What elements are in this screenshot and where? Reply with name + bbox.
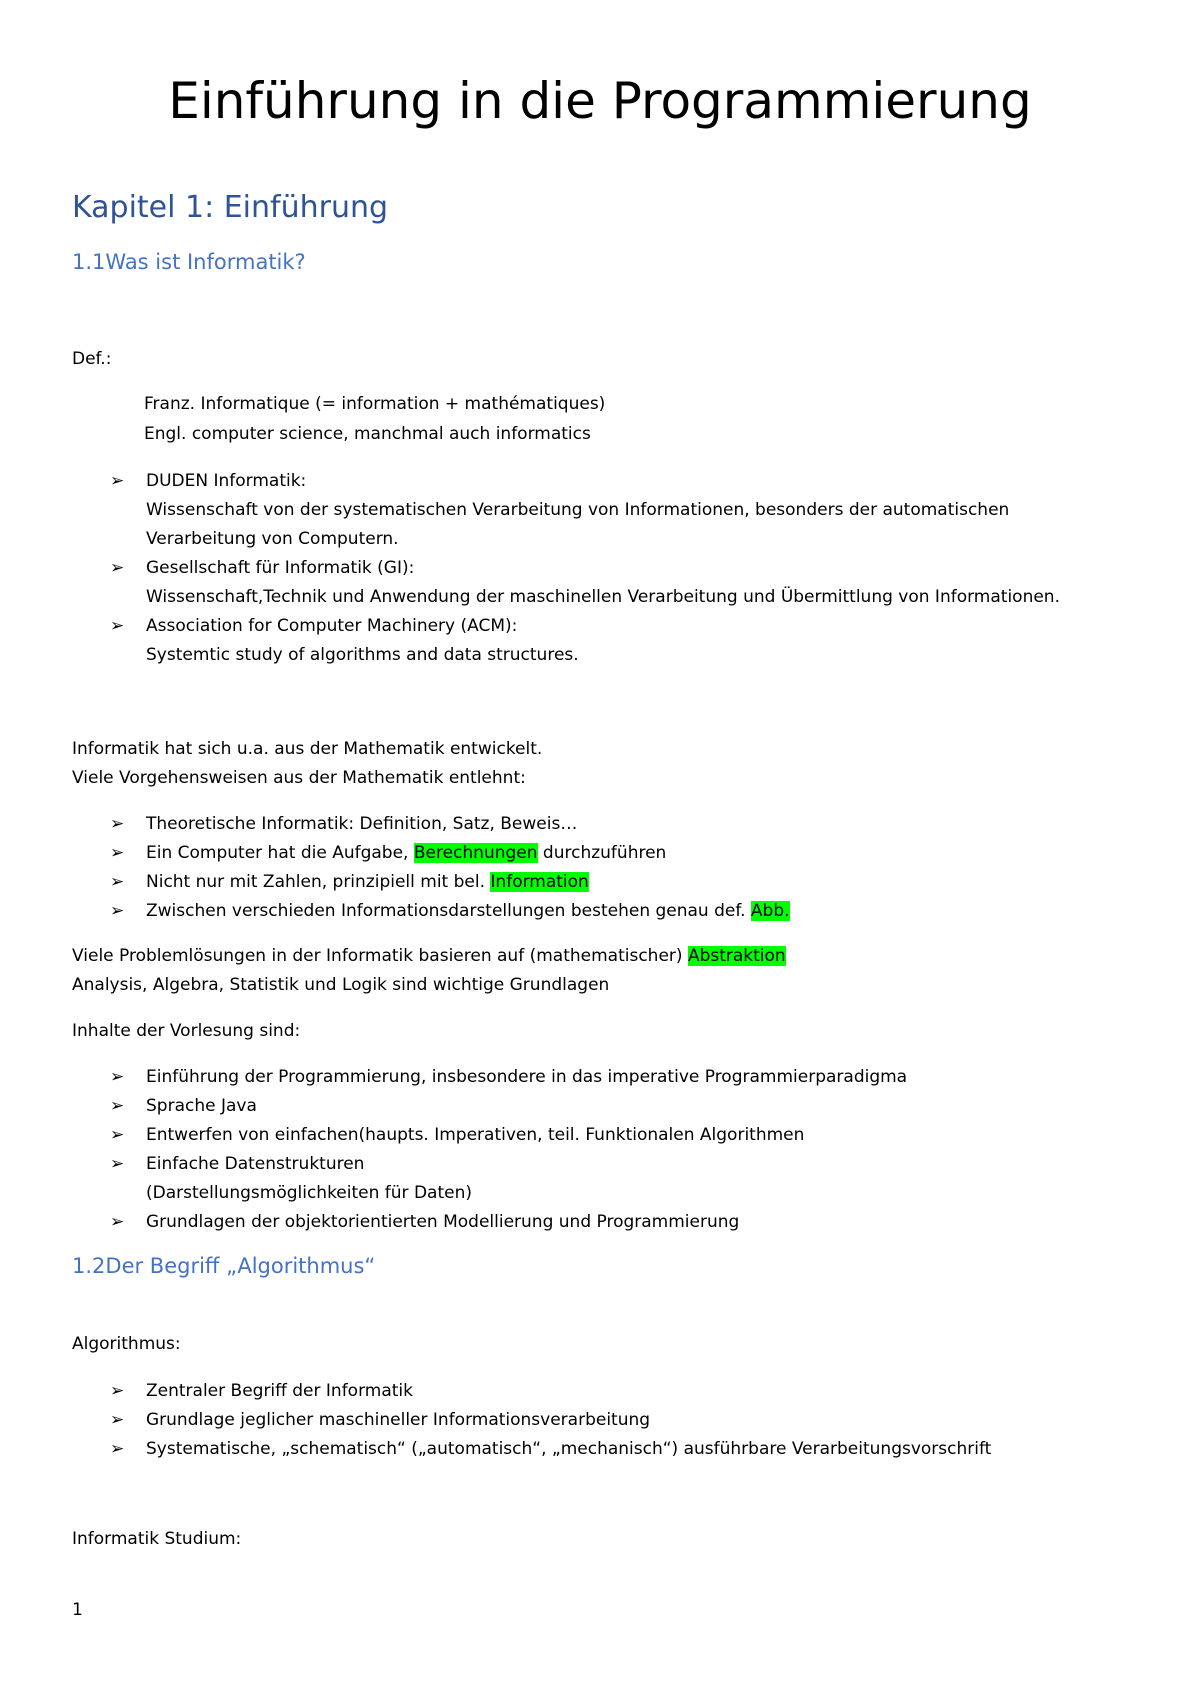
bullet-text: Nicht nur mit Zahlen, prinzipiell mit bel. [146, 872, 491, 892]
bullet-text: Einfache Datenstrukturen [146, 1154, 365, 1174]
bullet-text: Theoretische Informatik: Definition, Satz, Beweis… [146, 814, 578, 834]
list-item [110, 1063, 907, 1092]
list-item [110, 1121, 907, 1150]
section-heading-1-2: 1.2Der Begriff „Algorithmus“ [72, 1254, 376, 1278]
bullet-text: Sprache Java [146, 1096, 257, 1116]
highlighted-term: Abb. [750, 901, 790, 921]
arrow-bullet-icon: ➢ [110, 1096, 125, 1116]
def-label: Def.: [72, 349, 112, 369]
arrow-bullet-icon: ➢ [110, 1212, 125, 1232]
list-item [110, 1092, 907, 1121]
list-item [110, 1406, 991, 1435]
algorithm-list [110, 1377, 991, 1464]
list-item [110, 839, 790, 868]
highlighted-term: Abstraktion [687, 946, 786, 966]
paragraph-line [72, 942, 786, 971]
definition-source: Gesellschaft für Informatik (GI): [146, 558, 415, 578]
highlighted-term: Information [490, 872, 589, 892]
list-item [110, 1208, 907, 1237]
studium-label: Informatik Studium: [72, 1529, 242, 1549]
definition-source: DUDEN Informatik: [146, 471, 307, 491]
list-item [110, 1377, 991, 1406]
arrow-bullet-icon: ➢ [110, 843, 125, 863]
bullet-text: Zwischen verschieden Informationsdarstellungen bestehen genau def. [146, 901, 751, 921]
list-item [110, 1150, 907, 1208]
math-list [110, 810, 790, 926]
def-line-engl: Engl. computer science, manchmal auch informatics [144, 424, 591, 444]
algorithm-label: Algorithmus: [72, 1334, 181, 1354]
bullet-text: Zentraler Begriff der Informatik [146, 1381, 413, 1401]
arrow-bullet-icon: ➢ [110, 901, 125, 921]
definition-text: Wissenschaft,Technik und Anwendung der maschinellen Verarbeitung und Übermittlung von Informationen. [146, 587, 1060, 607]
arrow-bullet-icon: ➢ [110, 872, 125, 892]
definition-text: Wissenschaft von der systematischen Verarbeitung von Informationen, besonders der automatischen [146, 500, 1010, 520]
list-item [110, 467, 1060, 554]
bullet-text: Grundlage jeglicher maschineller Informationsverarbeitung [146, 1410, 651, 1430]
contents-list [110, 1063, 907, 1237]
definition-text: Verarbeitung von Computern. [146, 529, 399, 549]
bullet-text: Systematische, „schematisch“ („automatisch“, „mechanisch“) ausführbare Verarbeitungsvorschrift [146, 1439, 992, 1459]
arrow-bullet-icon: ➢ [110, 558, 125, 578]
list-item [110, 612, 1060, 670]
arrow-bullet-icon: ➢ [110, 1381, 125, 1401]
section-heading-1-1: 1.1Was ist Informatik? [72, 250, 306, 274]
arrow-bullet-icon: ➢ [110, 1125, 125, 1145]
chapter-heading: Kapitel 1: Einführung [72, 190, 389, 225]
arrow-bullet-icon: ➢ [110, 471, 125, 491]
list-item [110, 897, 790, 926]
definition-source: Association for Computer Machinery (ACM): [146, 616, 518, 636]
bullet-continuation: (Darstellungsmöglichkeiten für Daten) [146, 1183, 472, 1203]
list-item [110, 1435, 991, 1464]
def-line-franz: Franz. Informatique (= information + mathématiques) [144, 394, 606, 414]
arrow-bullet-icon: ➢ [110, 1154, 125, 1174]
arrow-bullet-icon: ➢ [110, 1439, 125, 1459]
highlighted-term: Berechnungen [413, 843, 538, 863]
document-title: Einführung in die Programmierung [168, 72, 1032, 130]
paragraph-text: Viele Problemlösungen in der Informatik basieren auf (mathematischer) [72, 946, 688, 966]
list-item [110, 554, 1060, 612]
definition-text: Systemtic study of algorithms and data structures. [146, 645, 579, 665]
bullet-text: Entwerfen von einfachen(haupts. Imperativen, teil. Funktionalen Algorithmen [146, 1125, 805, 1145]
arrow-bullet-icon: ➢ [110, 616, 125, 636]
arrow-bullet-icon: ➢ [110, 1067, 125, 1087]
contents-label: Inhalte der Vorlesung sind: [72, 1021, 301, 1041]
list-item [110, 810, 790, 839]
arrow-bullet-icon: ➢ [110, 814, 125, 834]
bullet-text: Einführung der Programmierung, insbesondere in das imperative Programmierparadigma [146, 1067, 908, 1087]
paragraph-line: Informatik hat sich u.a. aus der Mathematik entwickelt. [72, 739, 543, 759]
paragraph-line: Viele Vorgehensweisen aus der Mathematik entlehnt: [72, 768, 526, 788]
paragraph-line: Analysis, Algebra, Statistik und Logik sind wichtige Grundlagen [72, 975, 610, 995]
definitions-list [110, 467, 1060, 670]
bullet-text: durchzuführen [537, 843, 667, 863]
page-number: 1 [72, 1600, 83, 1620]
bullet-text: Grundlagen der objektorientierten Modellierung und Programmierung [146, 1212, 740, 1232]
arrow-bullet-icon: ➢ [110, 1410, 125, 1430]
bullet-text: Ein Computer hat die Aufgabe, [146, 843, 414, 863]
list-item [110, 868, 790, 897]
